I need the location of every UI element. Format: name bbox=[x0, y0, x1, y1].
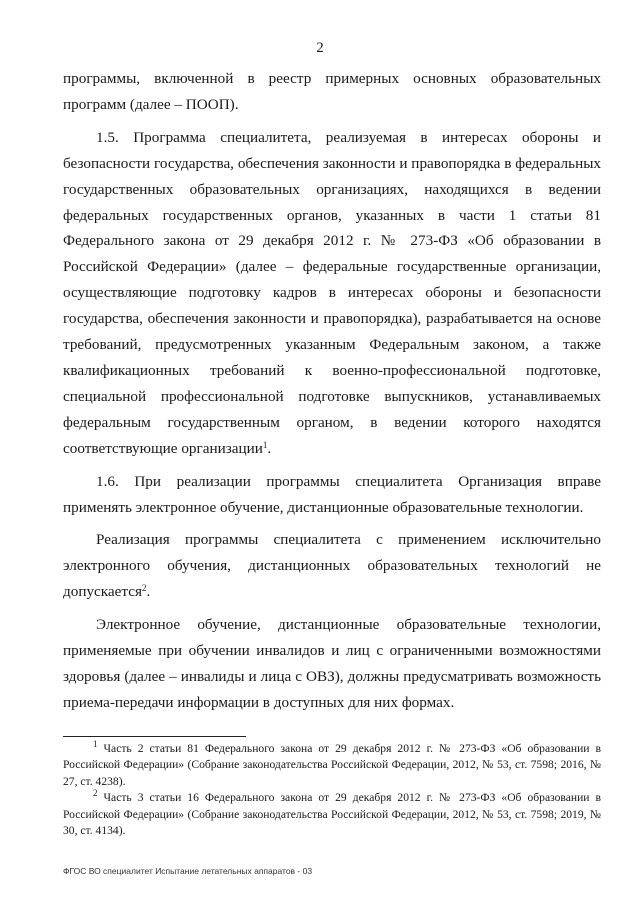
page-number: 2 bbox=[316, 40, 324, 56]
footnote-1-mark: 1 bbox=[93, 739, 98, 749]
footnote-2-text: Часть 3 статьи 16 Федерального закона от 29 декабря 2012 г. № 273-ФЗ «Об образовании в Российской Федерации» (Собрание законодательства Российской Федерации, 2012, № 53, ст. 7598; 2019, № 30, ст. 4134). bbox=[63, 791, 601, 838]
footnotes bbox=[63, 741, 601, 839]
footnote-ref-1: 1 bbox=[262, 439, 268, 450]
document-body bbox=[63, 66, 601, 723]
paragraph-exclusive-elearning-text: Реализация программы специалитета с применением исключительно электронного обучения, дистанционных образовательных технологий не допускается bbox=[63, 531, 601, 601]
paragraph-1-6: 1.6. При реализации программы специалитета Организация вправе применять электронное обучение, дистанционные образовательные технологии. bbox=[63, 472, 601, 516]
paragraph-1-5 bbox=[63, 125, 601, 462]
paragraph-exclusive-elearning-end: . bbox=[146, 583, 151, 601]
paragraph-1-5-text: 1.5. Программа специалитета, реализуемая в интересах обороны и безопасности государства, обеспечения законности и правопорядка в федеральных государственных образовательных организациях, находящихся в ведении федеральных государственных органов, указанных в части 1 статьи 81 Федерального закона от 29 декабря 2012 г. № 273-ФЗ «Об образовании в Российской Федерации» (далее – федеральные государственные организации, осуществляющие подготовку кадров в интересах обороны и безопасности государства, обеспечения законности и правопорядка), разрабатывается на основе требований, предусмотренных указанным Федеральным законом, а также квалификационных требований к военно-профессиональной подготовке, специальной профессиональной подготовке выпускников, устанавливаемых федеральным государственным органом, в ведении которого находятся соответствующие организации bbox=[63, 128, 601, 457]
paragraph-1-5-end: . bbox=[267, 439, 272, 457]
footnote-divider bbox=[63, 736, 246, 737]
footnote-1 bbox=[63, 741, 601, 790]
footnote-1-text: Часть 2 статьи 81 Федерального закона от 29 декабря 2012 г. № 273-ФЗ «Об образовании в Российской Федерации» (Собрание законодательства Российской Федерации, 2012, № 53, ст. 7598; 2016, № 27, ст. 4238). bbox=[63, 742, 601, 788]
footnote-2-mark: 2 bbox=[93, 788, 98, 799]
paragraph-exclusive-elearning bbox=[63, 527, 601, 605]
page-footer: ФГОС ВО специалитет Испытание летательных аппаратов - 03 bbox=[63, 866, 313, 876]
paragraph-ovz: Электронное обучение, дистанционные образовательные технологии, применяемые при обучении инвалидов и лиц с ограниченными возможностями здоровья (далее – инвалиды и лица с ОВЗ), должны предусматривать возможность приема-передачи информации в доступных для них формах. bbox=[63, 616, 601, 711]
paragraph-poop: программы, включенной в реестр примерных основных образовательных программ (далее – ПООП). bbox=[63, 70, 601, 113]
footnote-2 bbox=[63, 790, 601, 839]
footnote-ref-2: 2 bbox=[141, 583, 147, 594]
